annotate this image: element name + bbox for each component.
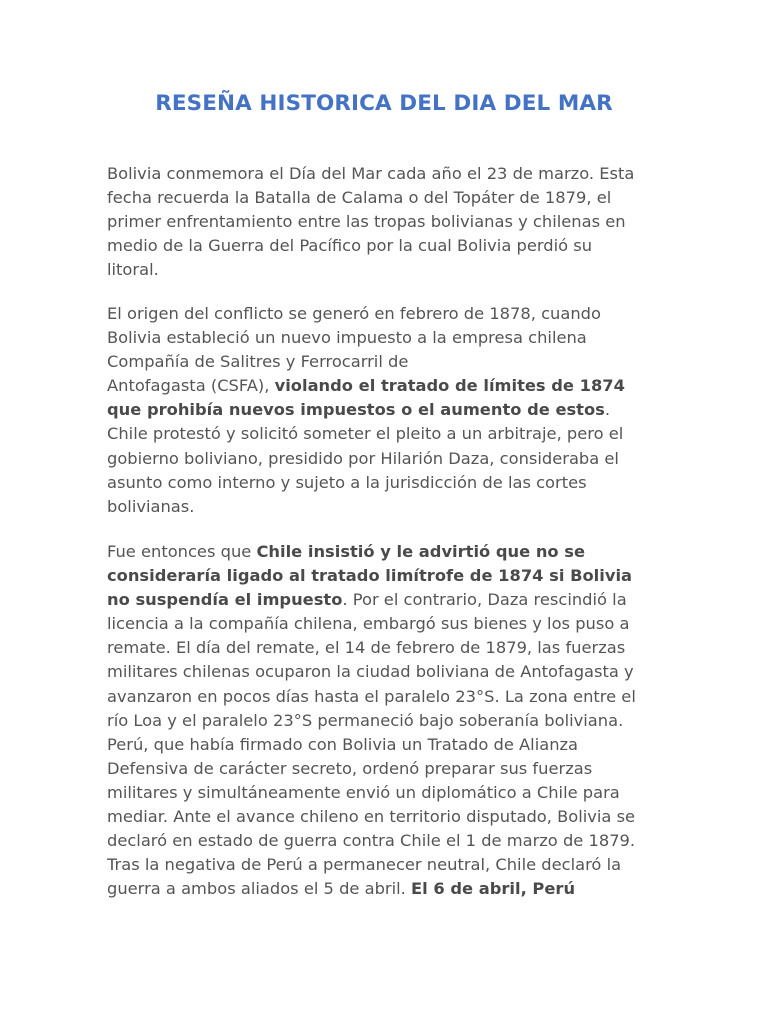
paragraph-1-line: medio de la Guerra del Pacífico por la cual Bolivia perdió su — [107, 236, 593, 256]
paragraph-3-line: río Loa y el paralelo 23°S permaneció bajo soberanía boliviana. — [107, 710, 624, 730]
paragraph-3-line — [107, 588, 667, 612]
paragraph-2-line: El origen del conflicto se generó en febrero de 1878, cuando — [107, 304, 601, 323]
paragraph-2-text: . — [604, 400, 611, 420]
paragraph-3-line — [107, 540, 667, 564]
paragraph-2-line: asunto como interno y sujeto a la jurisdicción de las cortes — [107, 472, 587, 492]
paragraph-1-line: litoral. — [107, 260, 159, 280]
paragraph-2-line: gobierno boliviano, presidido por Hilarión Daza, consideraba el — [107, 448, 619, 468]
paragraph-3-line: militares chilenas ocuparon la ciudad boliviana de Antofagasta y — [107, 662, 634, 682]
paragraph-3-emphasis-line: consideraría ligado al tratado limítrofe de 1874 si Bolivia — [107, 566, 633, 586]
paragraph-2-line: Chile protestó y solicitó someter el pleito a un arbitraje, pero el — [107, 424, 624, 444]
paragraph-1-line: fecha recuerda la Batalla de Calama o del Topáter de 1879, el — [107, 188, 612, 208]
paragraph-1-line: primer enfrentamiento entre las tropas bolivianas y chilenas en — [107, 212, 626, 232]
paragraph-2-line: Bolivia estableció un nuevo impuesto a la empresa chilena — [107, 328, 587, 348]
paragraph-2 — [107, 302, 667, 519]
paragraph-3-line: Defensiva de carácter secreto, ordenó preparar sus fuerzas — [107, 758, 593, 778]
paragraph-3-line: militares y simultáneamente envió un diplomático a Chile para — [107, 782, 620, 802]
paragraph-3-line: remate. El día del remate, el 14 de febrero de 1879, las fuerzas — [107, 638, 626, 658]
paragraph-3-text: . Por el contrario, Daza rescindió la — [342, 590, 627, 610]
paragraph-3-line: Tras la negativa de Perú a permanecer neutral, Chile declaró la — [107, 855, 622, 875]
paragraph-3-line: licencia a la compañía chilena, embargó sus bienes y los puso a — [107, 614, 630, 634]
paragraph-3-line — [107, 877, 667, 901]
paragraph-3-text: guerra a ambos aliados el 5 de abril. — [107, 879, 412, 899]
paragraph-3-line: avanzaron en pocos días hasta el paralelo 23°S. La zona entre el — [107, 686, 636, 706]
paragraph-3 — [107, 540, 667, 901]
paragraph-3-line: Perú, que había firmado con Bolivia un Tratado de Alianza — [107, 734, 579, 754]
paragraph-1 — [107, 162, 667, 282]
paragraph-1-line: Bolivia conmemora el Día del Mar cada año el 23 de marzo. Esta — [107, 164, 635, 183]
paragraph-2-line — [107, 398, 667, 422]
paragraph-2-line: Compañía de Salitres y Ferrocarril de — [107, 352, 409, 372]
paragraph-2-emphasis: violando el tratado de límites de 1874 — [274, 376, 625, 396]
paragraph-3-line: declaró en estado de guerra contra Chile el 1 de marzo de 1879. — [107, 831, 636, 851]
paragraph-2-text: Antofagasta (CSFA), — [107, 376, 275, 396]
paragraph-2-line — [107, 374, 667, 398]
paragraph-3-emphasis: no suspendía el impuesto — [107, 590, 343, 610]
paragraph-3-emphasis: Chile insistió y le advirtió que no se — [256, 542, 586, 561]
paragraph-3-line: mediar. Ante el avance chileno en territorio disputado, Bolivia se — [107, 807, 636, 827]
document-title: RESEÑA HISTORICA DEL DIA DEL MAR — [155, 91, 613, 116]
paragraph-2-line: bolivianas. — [107, 496, 195, 516]
paragraph-3-emphasis: El 6 de abril, Perú — [411, 879, 576, 899]
paragraph-3-text: Fue entonces que — [107, 542, 257, 561]
paragraph-2-emphasis: que prohibía nuevos impuestos o el aumento de estos — [107, 400, 605, 420]
